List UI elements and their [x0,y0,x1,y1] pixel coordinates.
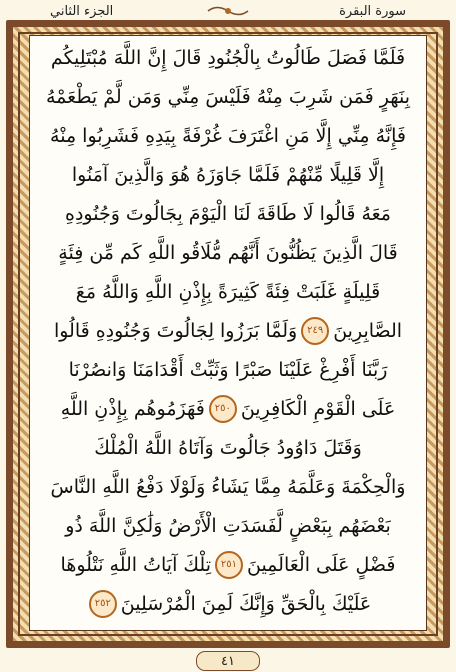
verse-line [36,273,420,311]
page-header [0,0,456,22]
surah-label: سورة البقرة [339,3,406,19]
verse-line [36,117,420,155]
ayah-number-marker: ٢٥١ [215,551,243,579]
verse-line [36,546,420,584]
verse-line [36,390,420,428]
verse-line [36,429,420,467]
verse-text: مَعَهُ قَالُوا لَا طَاقَةَ لَنَا الْيَوْمَ بِجَالُوتَ وَجُنُودِهِ [65,202,391,225]
verse-text: وَقَتَلَ دَاوُودُ جَالُوتَ وَآتَاهُ اللَّهُ الْمُلْكَ [94,436,362,459]
verse-text: فَضْلٍ عَلَى الْعَالَمِينَ [246,553,396,576]
verse-line [36,78,420,116]
verse-text: الصَّابِرِينَ [333,319,403,342]
header-ornament-icon [206,4,250,18]
verse-text: عَلَيْكَ بِالْحَقِّ وَإِنَّكَ لَمِنَ الْمُرْسَلِينَ [120,592,372,615]
verse-text: فَلَمَّا فَصَلَ طَالُوتُ بِالْجُنُودِ قَالَ إِنَّ اللَّهَ مُبْتَلِيكُم [50,46,406,69]
juz-label: الجزء الثاني [50,3,114,19]
ayah-number-marker: ٢٥٢ [89,590,117,618]
verse-text-continued: تِلْكَ آيَاتُ اللَّهِ نَتْلُوهَا [60,553,211,576]
text-panel [29,35,427,631]
verse-line [36,312,420,350]
verse-line [36,156,420,194]
verse-text: إِلَّا قَلِيلًا مِّنْهُمْ فَلَمَّا جَاوَزَهُ هُوَ وَالَّذِينَ آمَنُوا [71,163,385,186]
verse-text: بَعْضَهُم بِبَعْضٍ لَّفَسَدَتِ الْأَرْضُ وَلَٰكِنَّ اللَّهَ ذُو [65,514,391,537]
page-footer [188,651,268,671]
ayah-number-marker: ٢٤٩ [301,317,329,345]
verse-line [36,234,420,272]
verse-line [36,507,420,545]
verse-line [36,585,420,623]
verse-text: وَالْحِكْمَةَ وَعَلَّمَهُ مِمَّا يَشَاءُ وَلَوْلَا دَفْعُ اللَّهِ النَّاسَ [50,475,406,498]
verse-text: قَلِيلَةٍ غَلَبَتْ فِئَةً كَثِيرَةً بِإِذْنِ اللَّهِ وَاللَّهُ مَعَ [75,280,381,303]
verse-text: عَلَى الْقَوْمِ الْكَافِرِينَ [240,397,396,420]
page-number: ٤١ [196,651,260,671]
verse-line [36,195,420,233]
verse-text: قَالَ الَّذِينَ يَظُنُّونَ أَنَّهُم مُّلَاقُو اللَّهِ كَم مِّن فِئَةٍ [58,241,398,264]
verse-line [36,351,420,389]
verse-text: بِنَهَرٍ فَمَن شَرِبَ مِنْهُ فَلَيْسَ مِنِّي وَمَن لَّمْ يَطْعَمْهُ [45,85,411,108]
verse-text: رَبَّنَا أَفْرِغْ عَلَيْنَا صَبْرًا وَثَبِّتْ أَقْدَامَنَا وَانصُرْنَا [68,358,388,381]
verse-text-continued: فَهَزَمُوهُم بِإِذْنِ اللَّهِ [60,397,205,420]
verse-line [36,468,420,506]
verse-line [36,39,420,77]
ayah-number-marker: ٢٥٠ [209,395,237,423]
verse-text-continued: وَلَمَّا بَرَزُوا لِجَالُوتَ وَجُنُودِهِ قَالُوا [53,319,298,342]
verse-text: فَإِنَّهُ مِنِّي إِلَّا مَنِ اغْتَرَفَ غُرْفَةً بِيَدِهِ فَشَرِبُوا مِنْهُ [50,124,406,147]
